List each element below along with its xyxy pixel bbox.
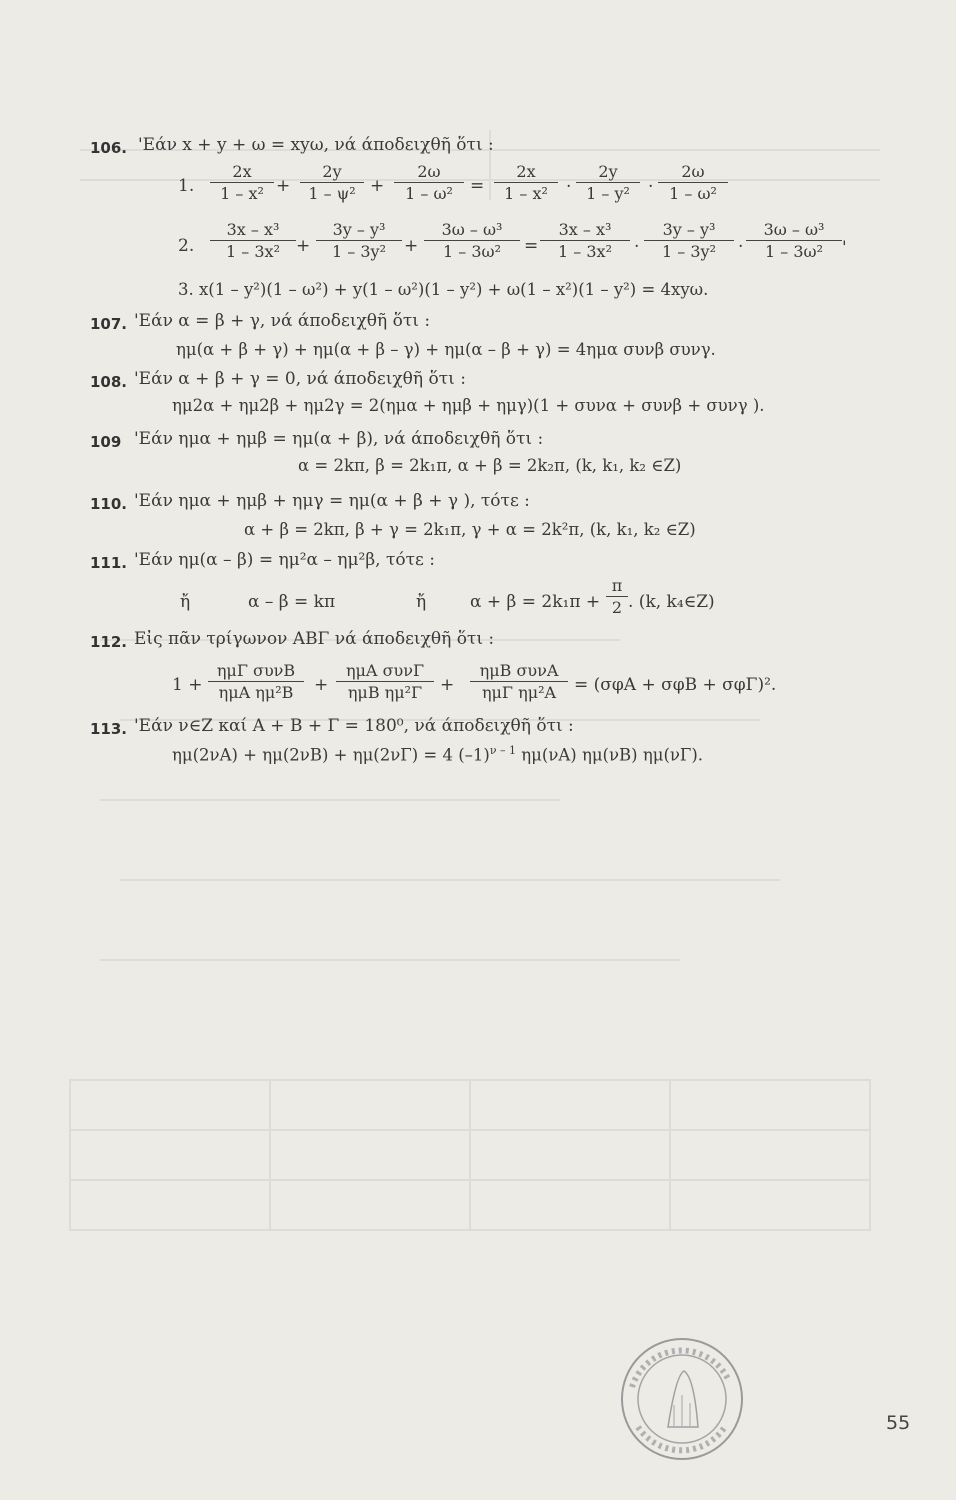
operator: +	[276, 176, 291, 196]
item-label: 2.	[178, 236, 195, 256]
problem-109-number: 109	[90, 433, 122, 451]
problem-108-number: 108.	[90, 373, 128, 391]
problem-107-equation: ημ(α + β + γ) + ημ(α + β – γ) + ημ(α – β + γ) = 4ημα συνβ συνγ.	[176, 340, 716, 359]
problem-110-equation: α + β = 2kπ, β + γ = 2k₁π, γ + α = 2k²π, (k, k₁, k₂ ∈Z)	[244, 520, 696, 539]
problem-111-case-1: α – β = kπ	[248, 592, 336, 612]
problem-106-number: 106.	[90, 139, 128, 157]
problem-111-case-2: α + β = 2k₁π +	[470, 592, 601, 612]
problem-112-one: 1 +	[172, 675, 203, 695]
fraction: 2y 1 – ψ²	[300, 162, 364, 203]
problem-111-or-1: ἤ	[180, 592, 191, 612]
problem-106-item-3: 3. x(1 – y²)(1 – ω²) + y(1 – ω²)(1 – y²) + ω(1 – x²)(1 – y²) = 4xyω.	[178, 280, 709, 299]
operator: '	[842, 238, 847, 258]
problem-107-number: 107.	[90, 315, 128, 333]
library-stamp-icon	[618, 1335, 746, 1463]
operator: +	[440, 675, 455, 695]
problem-106-intro: 'Εάν x + y + ω = xyω, νά άποδειχθῆ ὅτι :	[138, 135, 494, 155]
fraction: 2ω 1 – ω²	[394, 162, 464, 203]
operator: +	[404, 236, 419, 256]
problem-112-rhs: = (σφΑ + σφΒ + σφΓ)².	[574, 675, 777, 695]
page-number: 55	[886, 1412, 911, 1434]
problem-110-number: 110.	[90, 495, 128, 513]
fraction: 3x – x³ 1 – 3x²	[210, 220, 296, 261]
fraction: 2x 1 – x²	[210, 162, 274, 203]
fraction: 3x – x³ 1 – 3x²	[540, 220, 630, 261]
equation-part: ημ(2νΑ) + ημ(2νΒ) + ημ(2νΓ) = 4 (–1)	[172, 745, 490, 765]
operator: .	[648, 172, 654, 192]
fraction: ημΓ συνΒ ημΑ ημ²Β	[208, 661, 304, 702]
item-label: 1.	[178, 176, 195, 196]
fraction: ημΒ συνΑ ημΓ ημ²Α	[470, 661, 568, 702]
problem-109-equation: α = 2kπ, β = 2k₁π, α + β = 2k₂π, (k, k₁, k₂ ∈Z)	[298, 456, 682, 475]
operator: =	[470, 176, 485, 196]
problem-113-intro: 'Εάν ν∈Ζ καί Α + Β + Γ = 180⁰, νά άποδειχθῆ ὅτι :	[134, 716, 574, 736]
fraction: 2x 1 – x²	[494, 162, 558, 203]
fraction: ημΑ συνΓ ημΒ ημ²Γ	[336, 661, 434, 702]
operator: .	[738, 232, 744, 252]
operator: .	[566, 172, 572, 192]
problem-107-intro: 'Εάν α = β + γ, νά άποδειχθῆ ὅτι :	[134, 311, 431, 331]
exponent: ν – 1	[489, 744, 517, 757]
fraction: 3y – y³ 1 – 3y²	[644, 220, 734, 261]
fraction: 3ω – ω³ 1 – 3ω²	[746, 220, 842, 261]
problem-110-intro: 'Εάν ημα + ημβ + ημγ = ημ(α + β + γ ), τότε :	[134, 491, 530, 511]
fraction: 3y – y³ 1 – 3y²	[316, 220, 402, 261]
operator: =	[524, 236, 539, 256]
operator: .	[634, 232, 640, 252]
operator: +	[370, 176, 385, 196]
problem-112-number: 112.	[90, 633, 128, 651]
fraction: π 2	[606, 576, 628, 617]
operator: +	[296, 236, 311, 256]
problem-109-intro: 'Εάν ημα + ημβ = ημ(α + β), νά άποδειχθῆ ὅτι :	[134, 429, 544, 449]
problem-111-or-2: ἤ	[416, 592, 427, 612]
problem-111-number: 111.	[90, 554, 128, 572]
fraction: 3ω – ω³ 1 – 3ω²	[424, 220, 520, 261]
problem-112-intro: Εἰς πᾶν τρίγωνον ΑΒΓ νά άποδειχθῆ ὅτι :	[134, 629, 495, 649]
fraction: 2y 1 – y²	[576, 162, 640, 203]
equation-part: ημ(νΑ) ημ(νΒ) ημ(νΓ).	[516, 745, 704, 765]
problem-111-tail: . (k, k₄∈Z)	[628, 592, 715, 612]
problem-108-equation: ημ2α + ημ2β + ημ2γ = 2(ημα + ημβ + ημγ)(1 + συνα + συνβ + συνγ ).	[172, 396, 765, 415]
fraction: 2ω 1 – ω²	[658, 162, 728, 203]
problem-113-equation	[172, 744, 703, 765]
problem-113-number: 113.	[90, 720, 128, 738]
problem-108-intro: 'Εάν α + β + γ = 0, νά άποδειχθῆ ὅτι :	[134, 369, 466, 389]
operator: +	[314, 675, 329, 695]
problem-111-intro: 'Εάν ημ(α – β) = ημ²α – ημ²β, τότε :	[134, 550, 435, 570]
